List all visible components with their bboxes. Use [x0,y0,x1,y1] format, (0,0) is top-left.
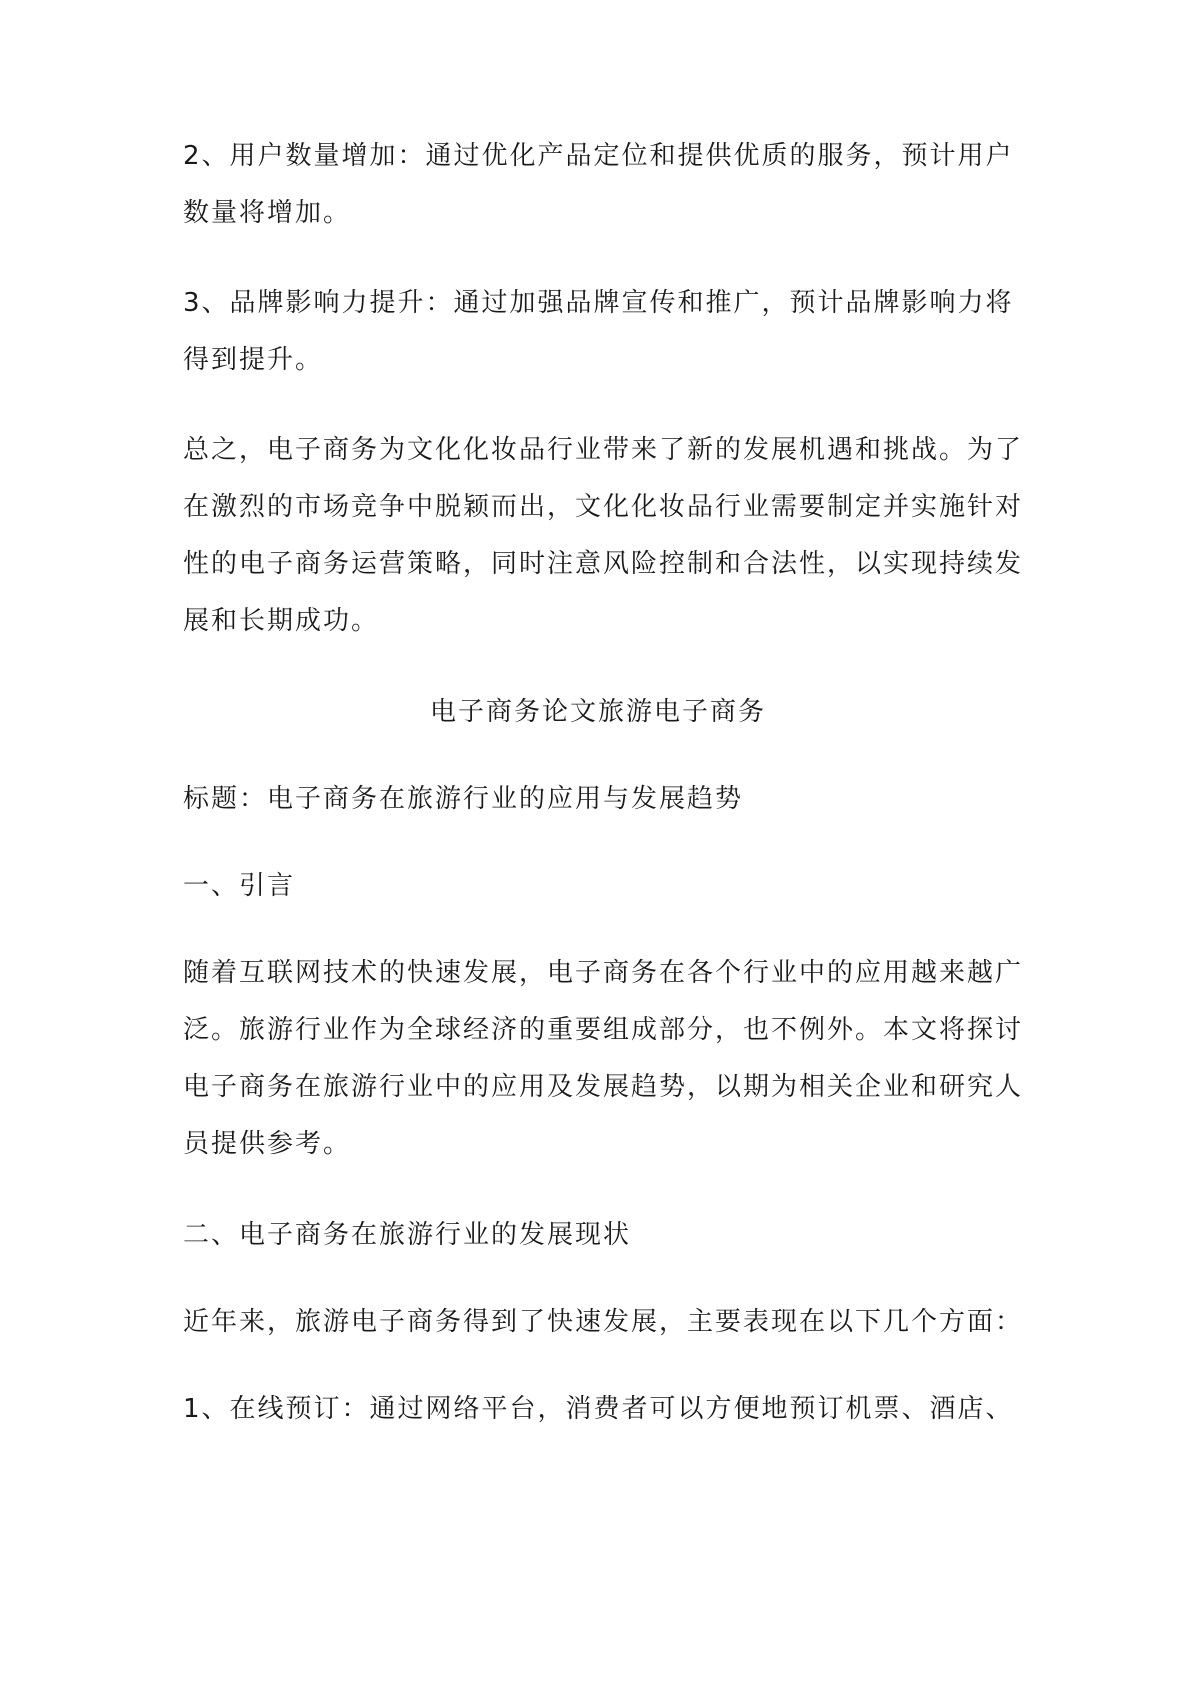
paragraph-user-growth [183,128,1013,242]
paragraph-conclusion [183,422,1024,650]
text-line: 电子商务在旅游行业中的应用及发展趋势，以期为相关企业和研究人 [183,1072,1024,1102]
text-line: 2、用户数量增加：通过优化产品定位和提供优质的服务，预计用户 [183,141,1014,171]
paragraph-brand-influence [183,275,1013,389]
section-heading-current-status [183,1207,1013,1264]
text-line: 泛。旅游行业作为全球经济的重要组成部分，也不例外。本文将探讨 [183,1015,1024,1045]
text-line: 在激烈的市场竞争中脱颖而出，文化化妆品行业需要制定并实施针对 [183,492,1024,522]
paragraph-introduction [183,945,1024,1173]
text-line: 员提供参考。 [183,1129,352,1159]
text-line: 展和长期成功。 [183,606,380,636]
text-line: 随着互联网技术的快速发展，电子商务在各个行业中的应用越来越广 [183,958,1024,988]
text-line: 数量将增加。 [183,198,352,228]
text-line: 二、电子商务在旅游行业的发展现状 [183,1220,632,1250]
article-title: 电子商务论文旅游电子商务 [429,697,766,727]
section-heading-introduction [183,858,1013,915]
text-line: 一、引言 [183,871,296,901]
list-item-online-booking [183,1381,1013,1438]
text-line: 总之，电子商务为文化化妆品行业带来了新的发展机遇和挑战。为了 [183,435,1024,465]
text-line: 1、在线预订：通过网络平台，消费者可以方便地预订机票、酒店、 [183,1394,1014,1424]
text-line: 3、品牌影响力提升：通过加强品牌宣传和推广，预计品牌影响力将 [183,288,1014,318]
subject-line [183,771,1013,828]
text-line: 性的电子商务运营策略，同时注意风险控制和合法性，以实现持续发 [183,549,1024,579]
paragraph-status-intro [183,1294,1024,1351]
text-line: 近年来，旅游电子商务得到了快速发展，主要表现在以下几个方面： [183,1307,1024,1337]
text-line: 标题：电子商务在旅游行业的应用与发展趋势 [183,784,744,814]
text-line: 得到提升。 [183,345,324,375]
